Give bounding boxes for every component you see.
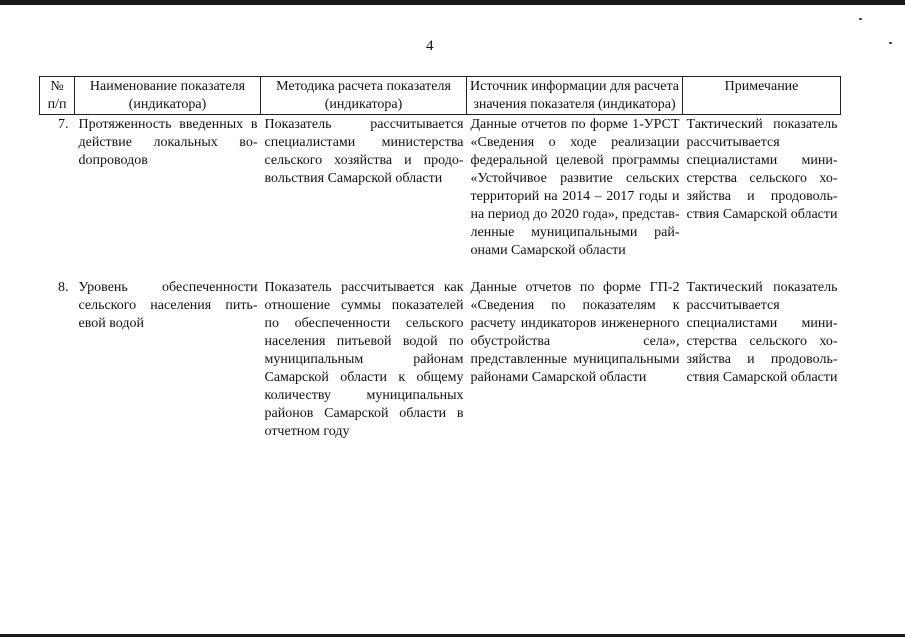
table-row [40, 115, 841, 280]
header-number: № п/п [40, 77, 75, 115]
header-note: Примечание [683, 77, 841, 115]
calculation-method: Показатель рассчитывается специалистами министерства сельского хозяйства и продовольствия Самарской области [264, 117, 464, 186]
header-information-source: Источник информации для расчета значения показателя (индикатора) [467, 77, 683, 115]
header-indicator-name: Наименование показателя (индикатора) [75, 77, 261, 115]
information-source: Данные отчетов по форме ГП-2 «Сведения по показателям к расчету индикаторов инженерного обустройства села», представленные муниципальными районами Самарской области [470, 280, 680, 385]
scan-speck [859, 18, 862, 20]
row-number: 7. [58, 117, 69, 132]
table-header-row [40, 77, 841, 115]
row-number: 8. [58, 280, 69, 295]
indicator-table [39, 76, 841, 441]
scan-bottom-edge [0, 634, 905, 637]
information-source: Данные отчетов по форме 1-УРСТ «Сведения о ходе реализации федеральной целевой программы «Устойчивое развитие сельских территорий на 2014 – 2017 годы и на период до 2020 года», представленные муниципальными районами Самарской области [470, 117, 680, 258]
page-number: 4 [426, 38, 434, 54]
indicator-name: Протяженность введенных в действие локальных воdопроводов [78, 117, 258, 168]
calculation-method: Показатель рассчитывается как отношение суммы показателей по обеспеченности сельского населения питьевой водой по муниципальным районам Самарской области к общему количеству муниципальных районов Самарской области в отчетном году [264, 280, 464, 439]
scan-speck [889, 42, 892, 44]
note: Тактический показатель рассчитывается специалистами министерства сельского хозяйства и продовольствия Самарской области [686, 280, 838, 385]
header-calculation-method: Методика расчета показателя (индикатора) [261, 77, 467, 115]
note: Тактический показатель рассчитывается специалистами министерства сельского хозяйства и продовольствия Самарской области [686, 117, 838, 222]
table-row [40, 279, 841, 441]
indicator-name: Уровень обеспеченности сельского населения питьевой водой [78, 280, 258, 331]
scan-top-edge [0, 0, 905, 5]
